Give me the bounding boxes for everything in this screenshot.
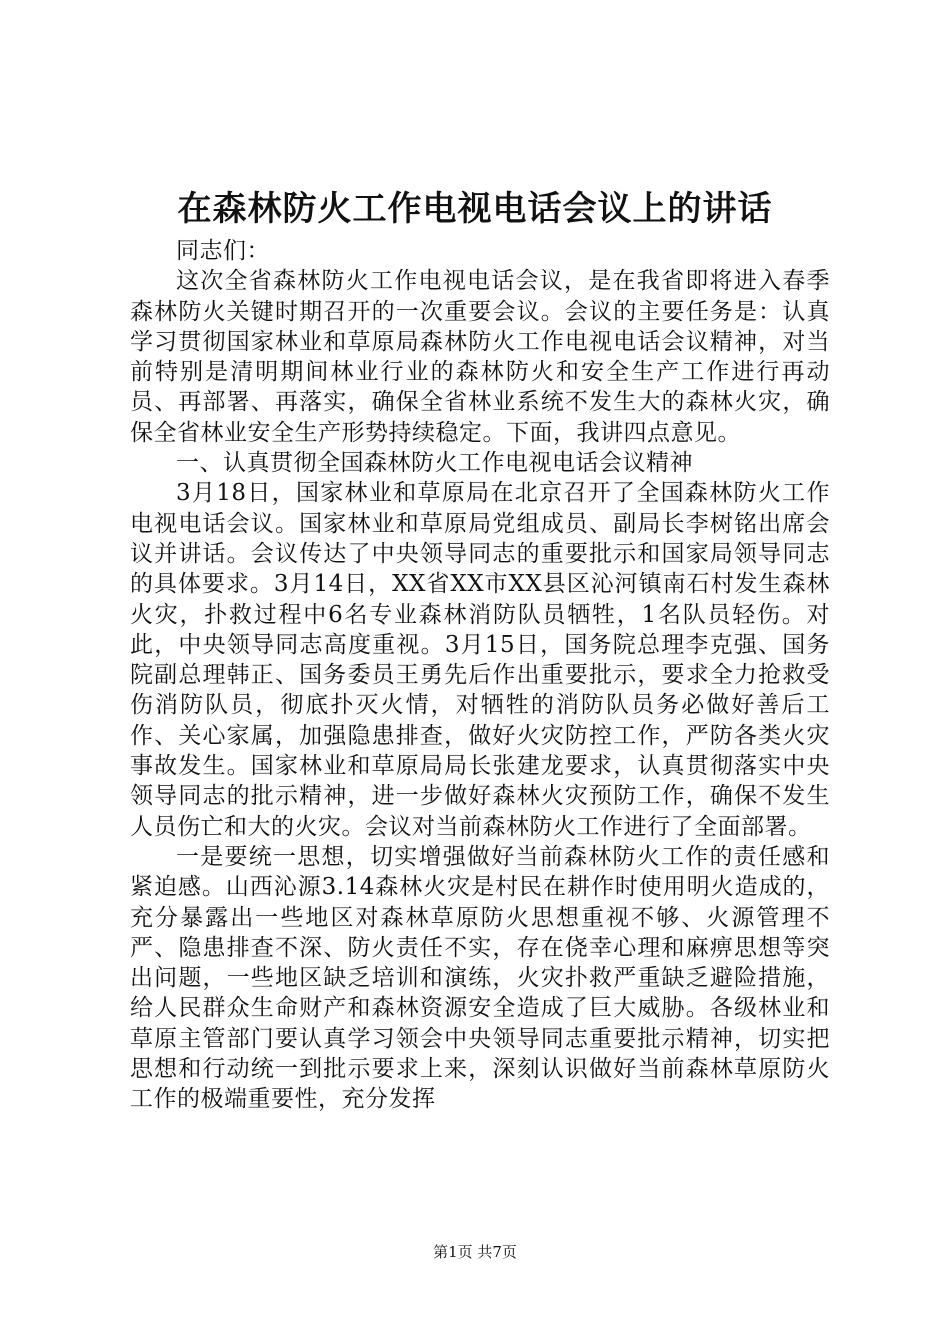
document-body <box>130 236 830 1115</box>
document-title: 在森林防火工作电视电话会议上的讲话 <box>177 189 773 229</box>
intro-paragraph: 这次全省森林防火工作电视电话会议，是在我省即将进入春季森林防火关键时期召开的一次重要会议。会议的主要任务是：认真学习贯彻国家林业和草原局森林防火工作电视电话会议精神，对当前特别是清明期间林业行业的森林防火和安全生产工作进行再动员、再部署、再落实，确保全省林业系统不发生大的森林火灾，确保全省林业安全生产形势持续稳定。下面，我讲四点意见。 <box>130 268 830 446</box>
salutation-paragraph: 同志们： <box>176 238 270 264</box>
page-number-footer: 第1页 共7页 <box>433 1243 517 1261</box>
body-paragraph: 一是要统一思想，切实增强做好当前森林防火工作的责任感和紧迫感。山西沁源3.14森林火灾是村民在耕作时使用明火造成的，充分暴露出一些地区对森林草原防火思想重视不够、火源管理不严、隐患排查不深、防火责任不实，存在侥幸心理和麻痹思想等突出问题，一些地区缺乏培训和演练，火灾扑救严重缺乏避险措施，给人民群众生命财产和森林资源安全造成了巨大威胁。各级林业和草原主管部门要认真学习领会中央领导同志重要批示精神，切实把思想和行动统一到批示要求上来，深刻认识做好当前森林草原防火工作的极端重要性，充分发挥 <box>130 843 830 1113</box>
section-heading: 一、认真贯彻全国森林防火工作电视电话会议精神 <box>176 450 693 477</box>
body-paragraph: 3月18日，国家林业和草原局在北京召开了全国森林防火工作电视电话会议。国家林业和草原局党组成员、副局长李树铭出席会议并讲话。会议传达了中央领导同志的重要批示和国家局领导同志的具体要求。3月14日，XX省XX市XX县区沁河镇南石村发生森林火灾，扑救过程中6名专业森林消防队员牺牲，1名队员轻伤。对此，中央领导同志高度重视。3月15日，国务院总理李克强、国务院副总理韩正、国务委员王勇先后作出重要批示，要求全力抢救受伤消防队员，彻底扑灭火情，对牺牲的消防队员务必做好善后工作、关心家属，加强隐患排查，做好火灾防控工作，严防各类火灾事故发生。国家林业和草原局局长张建龙要求，认真贯彻落实中央领导同志的批示精神，进一步做好森林火灾预防工作，确保不发生人员伤亡和大的火灾。会议对当前森林防火工作进行了全面部署。 <box>130 480 830 840</box>
